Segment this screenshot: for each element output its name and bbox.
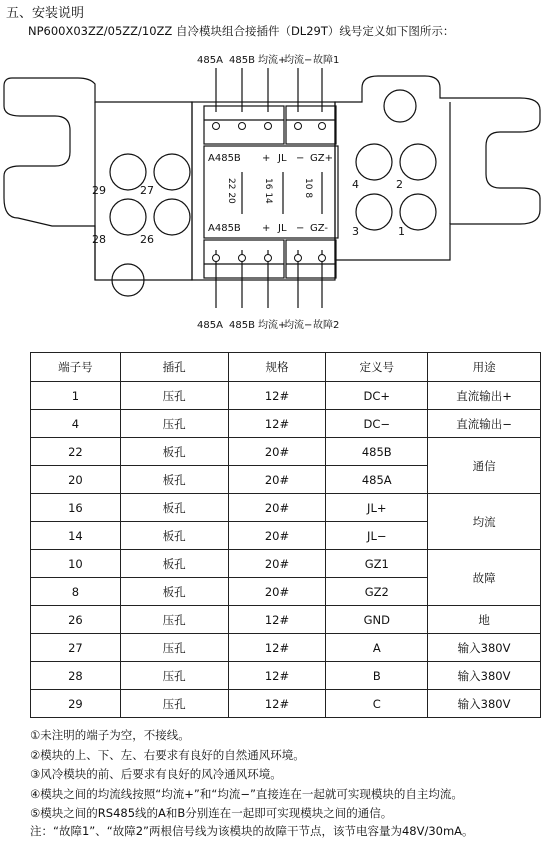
cell-terminal: 22 — [31, 438, 121, 466]
left-housing-outline — [4, 78, 192, 280]
cell-def: GZ2 — [326, 578, 428, 606]
hole-label-2: 2 — [396, 178, 403, 191]
cell-use: 输入380V — [428, 634, 541, 662]
panel-bottom-plus: + — [262, 223, 271, 234]
cell-def: 485A — [326, 466, 428, 494]
terminal-table — [30, 352, 541, 718]
cell-terminal: 20 — [31, 466, 121, 494]
cell-use: 故障 — [428, 550, 541, 606]
cell-spec: 12# — [228, 690, 326, 718]
cell-spec: 12# — [228, 634, 326, 662]
panel-bottom-jl: JL — [278, 223, 287, 234]
cell-def: GZ1 — [326, 550, 428, 578]
cell-socket: 板孔 — [120, 522, 228, 550]
panel-bottom-minus: − — [296, 223, 305, 234]
cell-spec: 12# — [228, 662, 326, 690]
section-title: 五、安装说明 — [6, 6, 85, 21]
cell-use: 直流输出+ — [428, 382, 541, 410]
top-label-485b: 485B — [229, 55, 255, 66]
cell-terminal: 8 — [31, 578, 121, 606]
cell-def: DC− — [326, 410, 428, 438]
notes-list — [30, 726, 463, 824]
hole-label-3: 3 — [352, 225, 359, 238]
cell-terminal: 16 — [31, 494, 121, 522]
hole-4 — [356, 144, 392, 180]
panel-bottom-gz: GZ- — [310, 223, 329, 234]
note-item: ④模块之间的均流线按照“均流+”和“均流−”直接连在一起就可实现模块的自主均流。 — [30, 786, 463, 801]
top-label-fault1: 故障1 — [313, 55, 340, 66]
top-label-jl-plus: 均流+ — [258, 55, 287, 66]
hole-top-right — [384, 90, 416, 122]
panel-top-jl: JL — [278, 153, 287, 164]
cell-terminal: 10 — [31, 550, 121, 578]
pin-col-22-20: 22 20 — [226, 178, 236, 204]
hole-label-26: 26 — [140, 233, 154, 246]
table-row — [31, 438, 541, 466]
cell-def: GND — [326, 606, 428, 634]
cell-use: 地 — [428, 606, 541, 634]
top-label-jl-minus: 均流− — [284, 55, 313, 66]
hole-label-1: 1 — [398, 225, 405, 238]
cell-socket: 板孔 — [120, 466, 228, 494]
cell-def: C — [326, 690, 428, 718]
cell-socket: 压孔 — [120, 690, 228, 718]
panel-top-a485b: A485B — [208, 153, 241, 164]
cell-terminal: 27 — [31, 634, 121, 662]
table-row — [31, 690, 541, 718]
note-item: ⑤模块之间的RS485线的A和B分别连在一起即可实现模块之间的通信。 — [30, 806, 393, 820]
cell-def: JL+ — [326, 494, 428, 522]
hole-1 — [400, 194, 436, 230]
note-item: ①未注明的端子为空，不接线。 — [30, 728, 190, 742]
footnote: 注：“故障1”、“故障2”两根信号线为该模块的故障干节点，该节电容量为48V/30mA。 — [30, 824, 474, 838]
cell-spec: 20# — [228, 550, 326, 578]
panel-top-plus: + — [262, 153, 271, 164]
cell-terminal: 28 — [31, 662, 121, 690]
bottom-label-485a: 485A — [197, 320, 223, 331]
cell-spec: 12# — [228, 606, 326, 634]
table-row — [31, 410, 541, 438]
cell-terminal: 26 — [31, 606, 121, 634]
cell-terminal: 29 — [31, 690, 121, 718]
cell-spec: 12# — [228, 410, 326, 438]
hole-label-4: 4 — [352, 178, 359, 191]
table-header-row — [31, 353, 541, 382]
col-header-spec: 规格 — [228, 353, 326, 382]
cell-spec: 20# — [228, 578, 326, 606]
top-label-485a: 485A — [197, 55, 223, 66]
cell-socket: 压孔 — [120, 382, 228, 410]
table-row — [31, 606, 541, 634]
cell-spec: 20# — [228, 494, 326, 522]
hole-3 — [356, 194, 392, 230]
col-header-def: 定义号 — [326, 353, 428, 382]
cell-use: 均流 — [428, 494, 541, 550]
bottom-label-485b: 485B — [229, 320, 255, 331]
bottom-label-jl-minus: 均流− — [284, 320, 313, 331]
cell-spec: 12# — [228, 382, 326, 410]
panel-top-minus: − — [296, 153, 305, 164]
cell-terminal: 4 — [31, 410, 121, 438]
cell-socket: 板孔 — [120, 550, 228, 578]
cell-def: A — [326, 634, 428, 662]
hole-27 — [154, 154, 190, 190]
hole-label-27: 27 — [140, 184, 154, 197]
cell-terminal: 1 — [31, 382, 121, 410]
table-row — [31, 662, 541, 690]
note-item: ②模块的上、下、左、右要求有良好的自然通风环境。 — [30, 747, 305, 762]
col-header-use: 用途 — [428, 353, 541, 382]
cell-use: 输入380V — [428, 662, 541, 690]
cell-socket: 板孔 — [120, 578, 228, 606]
hole-label-29: 29 — [92, 184, 106, 197]
cell-socket: 压孔 — [120, 606, 228, 634]
cell-socket: 板孔 — [120, 438, 228, 466]
cell-use: 输入380V — [428, 690, 541, 718]
cell-terminal: 14 — [31, 522, 121, 550]
cell-spec: 20# — [228, 522, 326, 550]
cell-socket: 压孔 — [120, 410, 228, 438]
panel-top-gz: GZ+ — [310, 153, 333, 164]
cell-socket: 板孔 — [120, 494, 228, 522]
cell-socket: 压孔 — [120, 662, 228, 690]
bottom-label-fault2: 故障2 — [313, 320, 340, 331]
pin-col-16-14: 16 14 — [263, 178, 273, 204]
col-header-socket: 插孔 — [120, 353, 228, 382]
cell-def: B — [326, 662, 428, 690]
cell-spec: 20# — [228, 438, 326, 466]
cell-use: 通信 — [428, 438, 541, 494]
hole-2 — [400, 144, 436, 180]
hole-label-28: 28 — [92, 233, 106, 246]
cell-use: 直流输出− — [428, 410, 541, 438]
cell-socket: 压孔 — [120, 634, 228, 662]
cell-def: DC+ — [326, 382, 428, 410]
table-row — [31, 494, 541, 522]
hole-28 — [110, 199, 146, 235]
table-row — [31, 550, 541, 578]
panel-bottom-a485b: A485B — [208, 223, 241, 234]
right-housing-outline — [335, 76, 540, 260]
pin-col-10-8: 10 8 — [303, 178, 313, 199]
cell-def: JL− — [326, 522, 428, 550]
table-row — [31, 634, 541, 662]
note-item: ③风冷模块的前、后要求有良好的风冷通风环境。 — [30, 767, 282, 781]
cell-spec: 20# — [228, 466, 326, 494]
bottom-label-jl-plus: 均流+ — [258, 320, 287, 331]
table-row — [31, 382, 541, 410]
cell-def: 485B — [326, 438, 428, 466]
hole-26 — [154, 199, 190, 235]
subtitle: NP600X03ZZ/05ZZ/10ZZ 自冷模块组合接插件（DL29T）线号定义如下图所示： — [28, 24, 455, 38]
connector-diagram — [0, 48, 550, 340]
col-header-terminal: 端子号 — [31, 353, 121, 382]
